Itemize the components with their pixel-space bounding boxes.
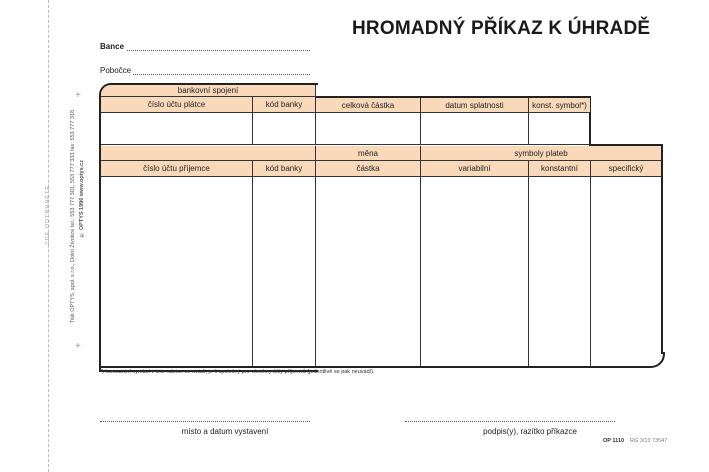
payee-header: variabilní [421,161,529,177]
place-date-field[interactable] [100,421,310,422]
amount-column[interactable] [316,177,421,366]
variable-symbol-column[interactable] [421,177,529,366]
constant-symbol-column[interactable] [529,177,591,366]
payee-header: specifický [591,161,661,177]
form-revision: RG 3/13 73547 [630,438,668,444]
payer-header: číslo účtu plátce [101,97,253,113]
group-currency-header: měna [316,146,421,161]
payer-header: celková částka [316,98,421,113]
const-symbol-input[interactable] [529,113,590,145]
payer-account-input[interactable] [101,113,253,145]
payer-header: konst. symbol*) [529,98,590,113]
payee-header: číslo účtu příjemce [101,161,253,177]
signature-label: podpis(y), razítko příkazce [483,427,577,436]
bank-field[interactable] [127,50,310,51]
signature-field[interactable] [405,421,615,422]
specific-symbol-column[interactable] [591,177,661,353]
total-amount-input[interactable] [316,113,421,145]
branch-field[interactable] [133,74,310,75]
plus-mark-icon: + [75,90,81,101]
group-symbols-header: symboly plateb [421,146,661,161]
payer-bank-code-input[interactable] [253,113,316,145]
payee-header: konstantní [529,161,591,177]
page-title: HROMADNÝ PŘÍKAZ K ÚHRADĚ [352,18,651,39]
place-date-label: místo a datum vystavení [181,427,269,436]
footnote: *) konstantní symbol v této rubrice se uvádí, je-li společný pro všechny účty příjemců (jednotlivě se pak neuvádí). [100,369,375,375]
printer-info: Tisk OPTYS, spol. s r.o., Dolní Životice tel.: 553 777 301, 553 777 333 fax: 553 777 318 [70,110,76,324]
payee-account-column[interactable] [101,177,253,366]
branch-label: Pobočce [100,66,132,75]
copyright: © OPTYS 1996 www.optys.cz [79,160,85,238]
tear-label: ZDE ODTRHNĚTE [45,185,51,245]
payee-header: částka [316,161,421,177]
form-code: OP 1110 [603,438,625,444]
payee-header: kód banky [253,161,316,177]
payee-bank-code-column[interactable] [253,177,316,366]
bank-label: Bance [100,42,125,51]
blank-header [101,146,316,161]
payer-header: kód banky [253,97,316,113]
plus-mark-icon: + [75,341,81,352]
group-bank-header: bankovní spojení [101,85,316,97]
due-date-input[interactable] [421,113,529,145]
payer-header: datum splatnosti [421,98,529,113]
